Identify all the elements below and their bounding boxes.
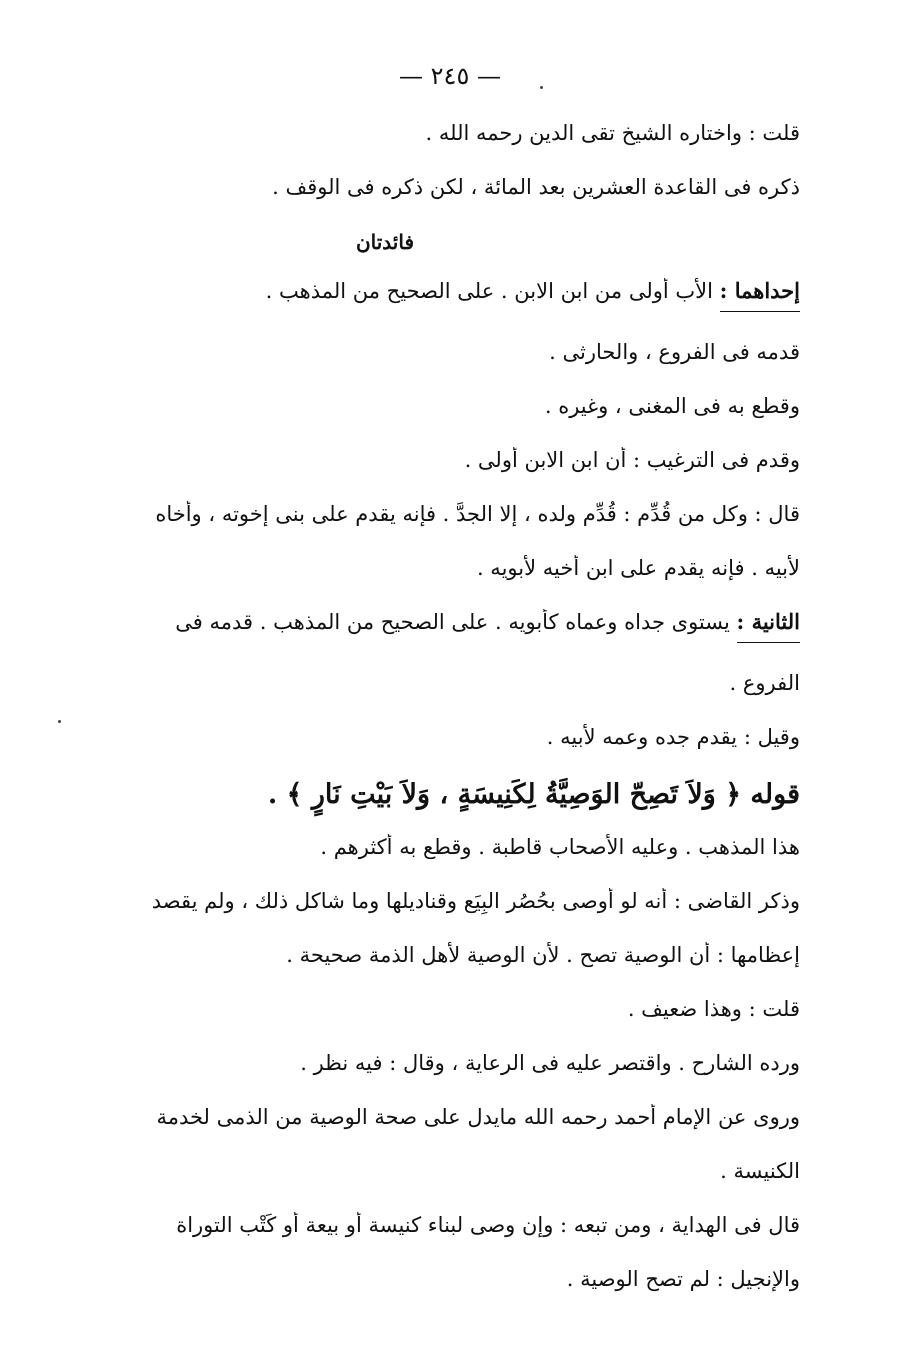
text-line-19: الكنيسة .	[720, 1159, 800, 1183]
text-line-6: وقدم فى الترغيب : أن ابن الابن أولى .	[464, 448, 800, 472]
print-speck	[540, 86, 543, 89]
text-line-11: وقيل : يقدم جده وعمه لأبيه .	[546, 725, 800, 749]
section-heading: فائدتان	[355, 230, 415, 254]
text-line-13: هذا المذهب . وعليه الأصحاب قاطبة . وقطع به أكثرهم .	[320, 835, 800, 859]
text-line-4: قدمه فى الفروع ، والحارثى .	[549, 340, 800, 364]
text-line-10: الفروع .	[729, 671, 800, 695]
text-line-9-body: يستوى جداه وعماه كأبويه . على الصحيح من المذهب . قدمه فى	[175, 610, 737, 634]
text-line-15: إعظامها : أن الوصية تصح . لأن الوصية لأهل الذمة صحيحة .	[286, 943, 800, 967]
text-line-17: ورده الشارح . واقتصر عليه فى الرعاية ، وقال : فيه نظر .	[300, 1051, 800, 1075]
text-line-18: وروى عن الإمام أحمد رحمه الله مايدل على صحة الوصية من الذمى لخدمة	[156, 1105, 800, 1129]
term-second: الثانية :	[737, 612, 800, 643]
body-text	[150, 120, 800, 1320]
text-line-9	[150, 609, 800, 643]
text-line-2: ذكره فى القاعدة العشرين بعد المائة ، لكن ذكره فى الوقف .	[272, 175, 800, 199]
text-line-21: والإنجيل : لم تصح الوصية .	[566, 1267, 800, 1291]
text-line-16: قلت : وهذا ضعيف .	[627, 997, 800, 1021]
text-line-14: وذكر القاضى : أنه لو أوصى بحُصُر البِيَع وقناديلها وما شاكل ذلك ، ولم يقصد	[151, 889, 800, 913]
print-speck	[58, 720, 61, 723]
term-first: إحداهما :	[720, 281, 800, 312]
text-line-3-body: الأب أولى من ابن الابن . على الصحيح من المذهب .	[265, 279, 720, 303]
text-line-3	[150, 278, 800, 312]
text-line-7: قال : وكل من قُدِّم : قُدِّم ولده ، إلا الجدَّ . فإنه يقدم على بنى إخوته ، وأخاه	[155, 502, 800, 526]
page-number: — ٢٤٥ —	[399, 62, 501, 90]
text-line-8: لأبيه . فإنه يقدم على ابن أخيه لأبويه .	[476, 556, 800, 580]
text-line-20: قال فى الهداية ، ومن تبعه : وإن وصى لبناء كنيسة أو بيعة أو كَتْب التوراة	[176, 1213, 800, 1237]
quoted-text-line: قوله ﴿ وَلاَ تَصِحّ الوَصِيَّةُ لِكَنِيسَةٍ ، وَلاَ بَيْتِ نَارٍ ﴾ .	[267, 779, 800, 810]
text-line-1: قلت : واختاره الشيخ تقى الدين رحمه الله .	[425, 121, 800, 145]
text-line-5: وقطع به فى المغنى ، وغيره .	[544, 394, 800, 418]
